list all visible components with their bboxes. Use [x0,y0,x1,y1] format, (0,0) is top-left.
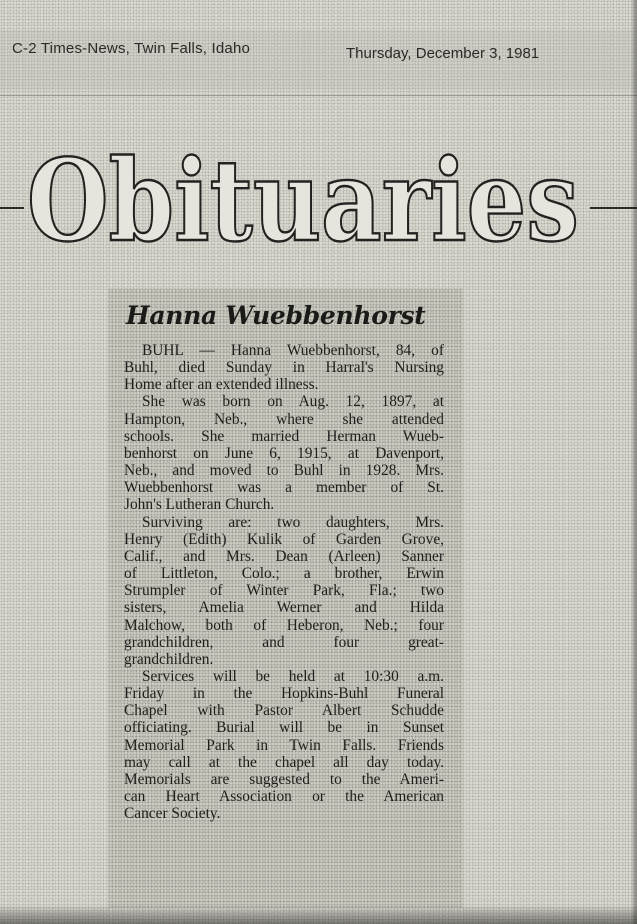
obituary-line: Buhl, died Sunday in Harral's Nursing [124,359,444,377]
obituary-line: schools. She married Herman Wueb- [124,427,444,445]
section-banner-graphic [0,130,637,260]
obituary-paragraph [124,342,444,393]
page-header-date: Thursday, December 3, 1981 [346,45,540,62]
obituary-line: Henry (Edith) Kulik of Garden Grove, [124,530,444,548]
obituary-line: sisters, Amelia Werner and Hilda [124,599,444,617]
obituary-body [124,342,444,822]
page-header-band [0,30,637,90]
obituary-line: Services will be held at 10:30 a.m. [142,667,444,685]
obituary-line: BUHL — Hanna Wuebbenhorst, 84, of [142,342,444,359]
section-banner-title: Obituaries [27,136,579,260]
obituary-headline: Hanna Wuebbenhorst [126,301,426,330]
obituary-line: Home after an extended illness. [124,376,319,394]
obituary-paragraph [124,393,444,513]
obituary-line: can Heart Association or the American [124,788,444,806]
obituary-line: Surviving are: two daughters, Mrs. [142,513,444,531]
obituary-line: of Littleton, Colo.; a brother, Erwin [124,565,444,583]
obituary-line: She was born on Aug. 12, 1897, at [142,393,444,411]
obituary-line: Cancer Society. [124,805,221,823]
page-bottom-shadow [0,905,637,924]
obituary-line: may call at the chapel all day today. [124,753,444,771]
obituary-line: benhorst on June 6, 1915, at Davenport, [124,444,444,462]
obituary-line: Neb., and moved to Buhl in 1928. Mrs. [124,462,444,480]
obituary-line: Malchow, both of Heberon, Neb.; four [124,616,444,634]
obituary-line: Chapel with Pastor Albert Schudde [124,702,444,720]
page-right-shadow [631,0,637,924]
obituary-line: Memorials are suggested to the Ameri- [124,770,444,788]
obituary-line: grandchildren. [124,650,214,668]
page-header-publication: C-2 Times-News, Twin Falls, Idaho [12,40,251,57]
header-divider [0,95,637,96]
obituary-line: Friday in the Hopkins-Buhl Funeral [124,685,444,703]
obituary-line: Wuebbenhorst was a member of St. [124,479,444,497]
obituary-line: Calif., and Mrs. Dean (Arleen) Sanner [124,547,444,565]
obituary-line: grandchildren, and four great- [124,633,444,651]
obituary-line: Hampton, Neb., where she attended [124,410,444,428]
obituary-paragraph [124,668,444,822]
obituary-line: John's Lutheran Church. [124,496,275,514]
section-banner [0,130,637,260]
obituary-paragraph [124,514,444,668]
obituary-line: Strumpler of Winter Park, Fla.; two [124,582,444,600]
obituary-line: Memorial Park in Twin Falls. Friends [124,736,444,754]
obituary-line: officiating. Burial will be in Sunset [124,719,444,737]
